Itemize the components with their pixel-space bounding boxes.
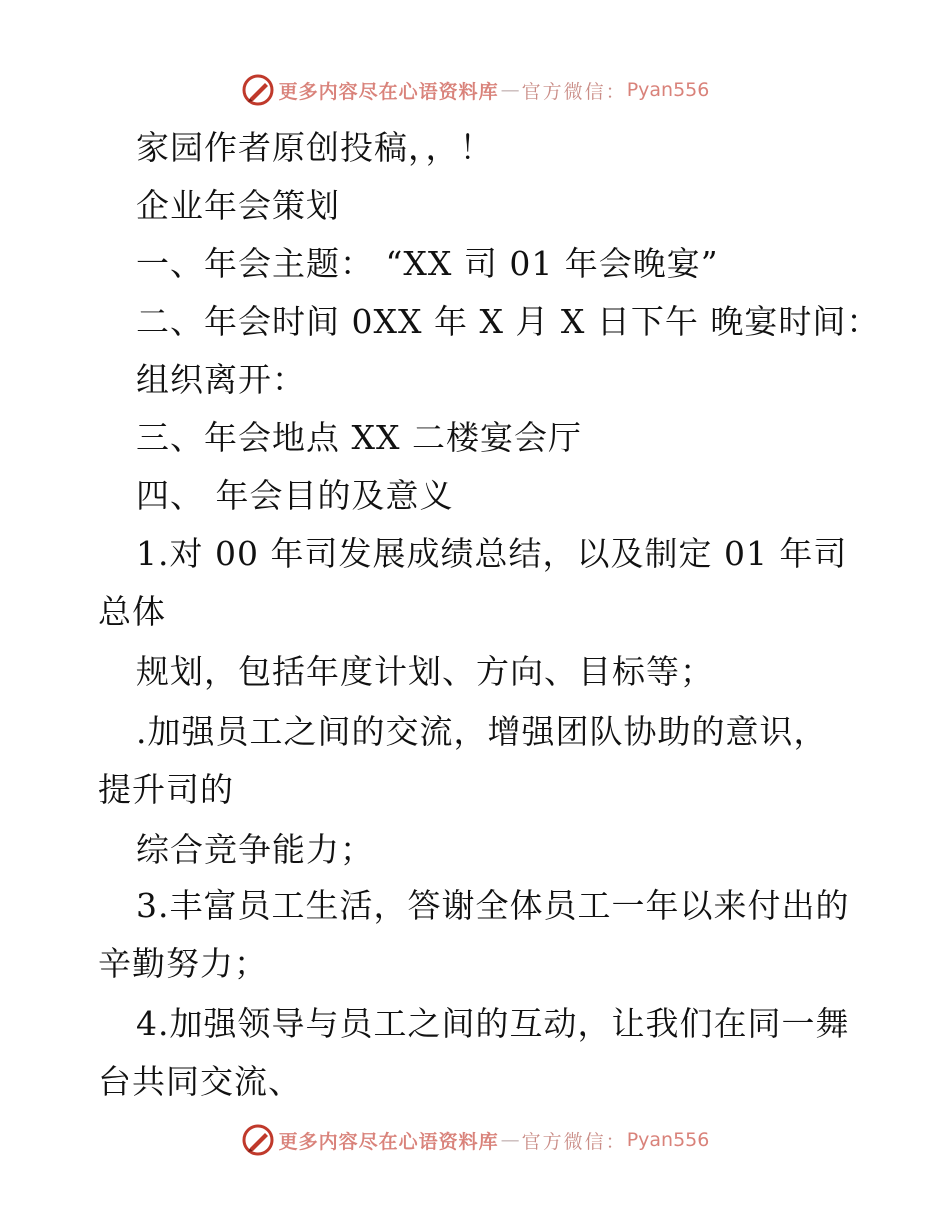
list-item: .加强员工之间的交流，增强团队协助的意识， (136, 712, 828, 751)
watermark-wechat-id: Pyan556 (626, 79, 710, 101)
list-item-continuation: 辛勤努力； (98, 944, 268, 983)
watermark-dash: — (500, 79, 520, 101)
watermark-wechat-id: Pyan556 (626, 1129, 710, 1151)
list-item-continuation: 总体 (98, 592, 166, 631)
pen-logo-icon (241, 1123, 275, 1157)
section-time: 二、年会时间 0XX 年 X 月 X 日下午 晚宴时间： (136, 302, 881, 341)
watermark-main-text: 更多内容尽在心语资料库 (278, 1130, 499, 1153)
header-watermark (0, 70, 950, 110)
watermark-wechat-label: 官方微信： (521, 1130, 627, 1153)
watermark-wechat-label: 官方微信： (521, 80, 627, 103)
list-item-continuation: 综合竞争能力； (136, 830, 374, 869)
section-purpose: 四、 年会目的及意义 (136, 476, 454, 515)
list-item-continuation: 规划，包括年度计划、方向、目标等； (136, 652, 714, 691)
list-item: 4.加强领导与员工之间的互动，让我们在同一舞 (136, 1004, 850, 1043)
text-line: 家园作者原创投稿，，！ (136, 128, 494, 167)
section-venue: 三、年会地点 XX 二楼宴会厅 (136, 418, 582, 457)
text-line: 组织离开： (136, 360, 306, 399)
pen-logo-icon (241, 73, 275, 107)
watermark-main-text: 更多内容尽在心语资料库 (278, 80, 499, 103)
list-item-continuation: 提升司的 (98, 770, 234, 809)
watermark-dash: — (500, 1129, 520, 1151)
list-item: 1.对 00 年司发展成绩总结，以及制定 01 年司 (136, 534, 848, 573)
section-theme: 一、年会主题： “XX 司 01 年会晚宴” (136, 244, 719, 283)
document-title: 企业年会策划 (136, 186, 340, 225)
list-item-continuation: 台共同交流、 (98, 1062, 302, 1101)
footer-watermark (0, 1120, 950, 1160)
list-item: 3.丰富员工生活，答谢全体员工一年以来付出的 (136, 886, 850, 925)
